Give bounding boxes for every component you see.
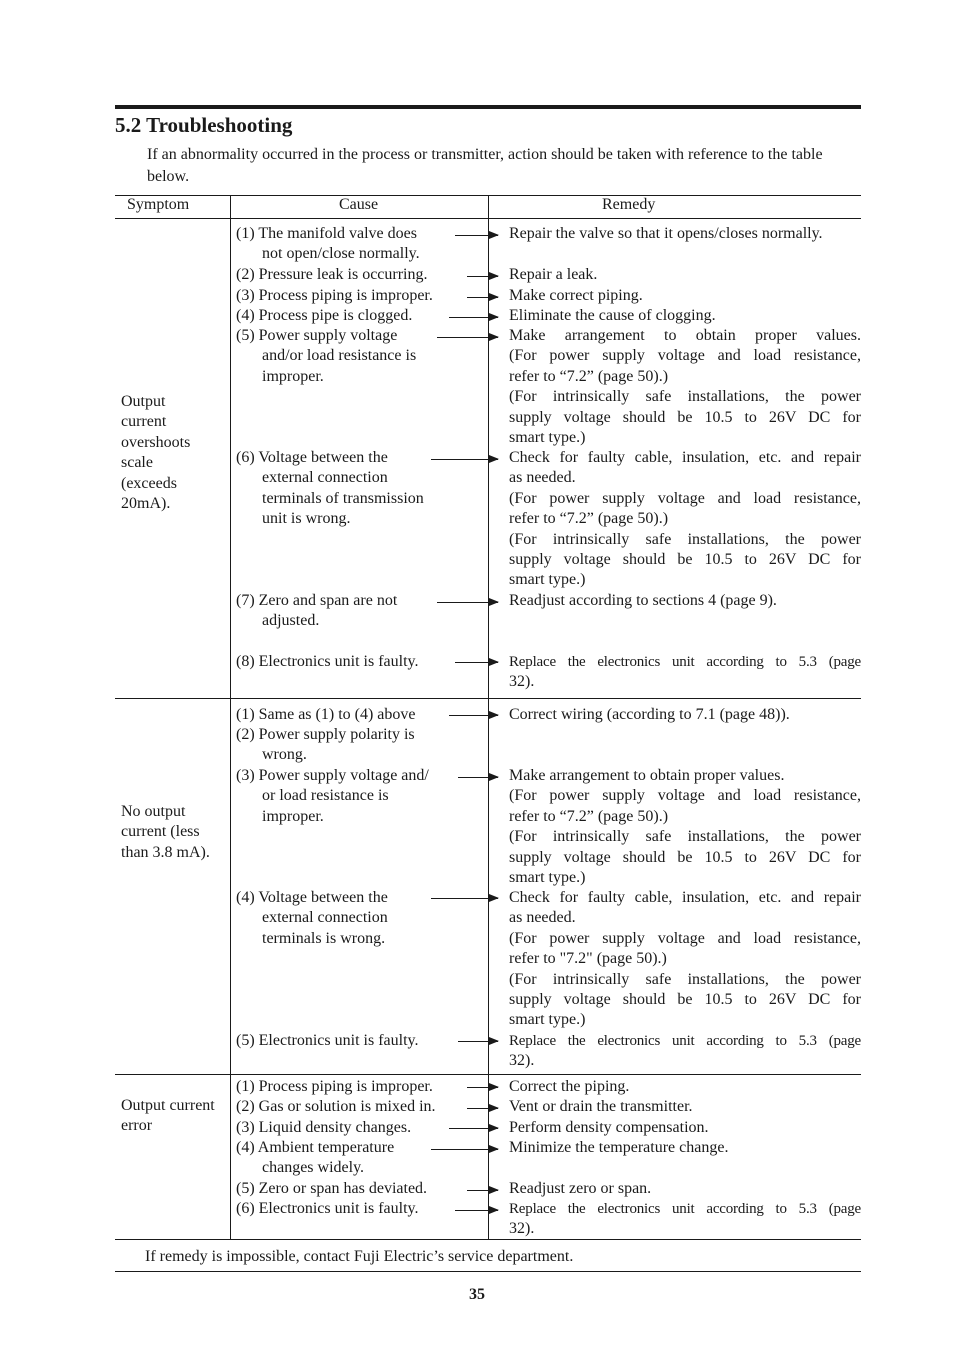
cause-item: (7) Zero and span are not adjusted. <box>236 592 398 630</box>
cause-item: (4) Voltage between the external connection terminals is wrong. <box>236 889 388 947</box>
arrow-icon <box>455 1210 498 1211</box>
cause-item: (6) Electronics unit is faulty. <box>236 1200 419 1217</box>
remedy-item: Readjust according to sections 4 (page 9). <box>509 592 777 609</box>
cause-item: (8) Electronics unit is faulty. <box>236 653 419 670</box>
arrow-icon <box>458 1041 498 1042</box>
remedy-item: Replace the electronics unit according to 5.3 (page 32). <box>509 1201 861 1238</box>
cause-item: (2) Gas or solution is mixed in. <box>236 1098 436 1115</box>
arrow-icon <box>449 715 498 716</box>
remedy-item: Perform density compensation. <box>509 1119 709 1136</box>
remedy-item: Minimize the temperature change. <box>509 1139 729 1156</box>
arrow-icon <box>467 1108 498 1109</box>
cause-item: (3) Liquid density changes. <box>236 1119 412 1136</box>
remedy-item: Make arrangement to obtain proper values. (For power supply voltage and load resistance, refer to “7.2” (page 50).) (For intrinsically safe installations, the power supply voltage should be 10.5 to 26V DC for smart type.) <box>509 327 861 447</box>
remedy-item: Make correct piping. <box>509 287 643 304</box>
arrow-icon <box>467 1087 498 1088</box>
arrow-icon <box>455 662 498 663</box>
arrow-icon <box>431 459 498 460</box>
page-number: 35 <box>469 1286 485 1303</box>
cause-item: (1) Process piping is improper. <box>236 1078 433 1095</box>
arrow-icon <box>449 317 498 318</box>
remedy-item: Check for faulty cable, insulation, etc. and repair as needed. (For power supply voltage and load resistance, refer to "7.2" (page 50).) (For intrinsically safe installations, the power supply voltage should be 10.5 to 26V DC for smart type.) <box>509 889 861 1029</box>
arrow-icon <box>449 1128 498 1129</box>
cause-item: (2) Power supply polarity is wrong. <box>236 726 415 764</box>
remedy-item: Repair the valve so that it opens/closes normally. <box>509 225 823 242</box>
remedy-item: Replace the electronics unit according to 5.3 (page 32). <box>509 654 861 691</box>
remedy-item: Repair a leak. <box>509 266 598 283</box>
cause-item: (2) Pressure leak is occurring. <box>236 266 428 283</box>
arrow-icon <box>467 1190 498 1191</box>
arrow-icon <box>455 235 498 236</box>
cause-item: (3) Process piping is improper. <box>236 287 433 304</box>
symptom-cell: No output current (less than 3.8 mA). <box>121 803 210 861</box>
cause-item: (4) Ambient temperature changes widely. <box>236 1139 395 1177</box>
arrow-icon <box>437 337 498 338</box>
remedy-item: Replace the electronics unit according to 5.3 (page 32). <box>509 1033 861 1070</box>
cause-item: (3) Power supply voltage and/ or load resistance is improper. <box>236 767 429 825</box>
remedy-item: Correct the piping. <box>509 1078 630 1095</box>
header-symptom: Symptom <box>127 196 190 213</box>
remedy-item: Correct wiring (according to 7.1 (page 48)). <box>509 706 790 723</box>
header-cause: Cause <box>339 196 379 213</box>
footnote: If remedy is impossible, contact Fuji Electric’s service department. <box>145 1248 574 1265</box>
column-divider <box>230 195 231 1240</box>
cause-item: (5) Power supply voltage and/or load resistance is improper. <box>236 327 417 385</box>
intro-text: If an abnormality occurred in the process or transmitter, action should be taken with reference to the table below. <box>147 146 823 185</box>
cause-item: (4) Process pipe is clogged. <box>236 307 413 324</box>
cause-item: (6) Voltage between the external connection terminals of transmission unit is wrong. <box>236 449 424 528</box>
top-rule <box>115 105 861 109</box>
cause-item: (5) Electronics unit is faulty. <box>236 1032 419 1049</box>
arrow-icon <box>437 602 498 603</box>
section-title: 5.2 Troubleshooting <box>115 113 293 137</box>
remedy-item: Readjust zero or span. <box>509 1180 652 1197</box>
remedy-item: Check for faulty cable, insulation, etc. and repair as needed. (For power supply voltage and load resistance, refer to “7.2” (page 50).) (For intrinsically safe installations, the power supply voltage should be 10.5 to 26V DC for smart type.) <box>509 449 861 589</box>
arrow-icon <box>458 777 498 778</box>
arrow-icon <box>431 1149 498 1150</box>
bottom-rule <box>115 1271 861 1272</box>
arrow-icon <box>431 898 498 899</box>
cause-item: (1) Same as (1) to (4) above <box>236 706 416 723</box>
symptom-cell: Output current overshoots scale (exceeds 20mA). <box>121 393 191 513</box>
remedy-item: Vent or drain the transmitter. <box>509 1098 693 1115</box>
arrow-icon <box>467 276 498 277</box>
cause-item: (5) Zero or span has deviated. <box>236 1180 428 1197</box>
symptom-cell: Output current error <box>121 1097 215 1135</box>
remedy-item: Eliminate the cause of clogging. <box>509 307 716 324</box>
remedy-item: Make arrangement to obtain proper values. (For power supply voltage and load resistance, refer to “7.2” (page 50).) (For intrinsically safe installations, the power supply voltage should be 10.5 to 26V DC for smart type.) <box>509 767 861 887</box>
header-remedy: Remedy <box>602 196 656 213</box>
cause-item: (1) The manifold valve does not open/close normally. <box>236 225 420 263</box>
arrow-icon <box>467 297 498 298</box>
